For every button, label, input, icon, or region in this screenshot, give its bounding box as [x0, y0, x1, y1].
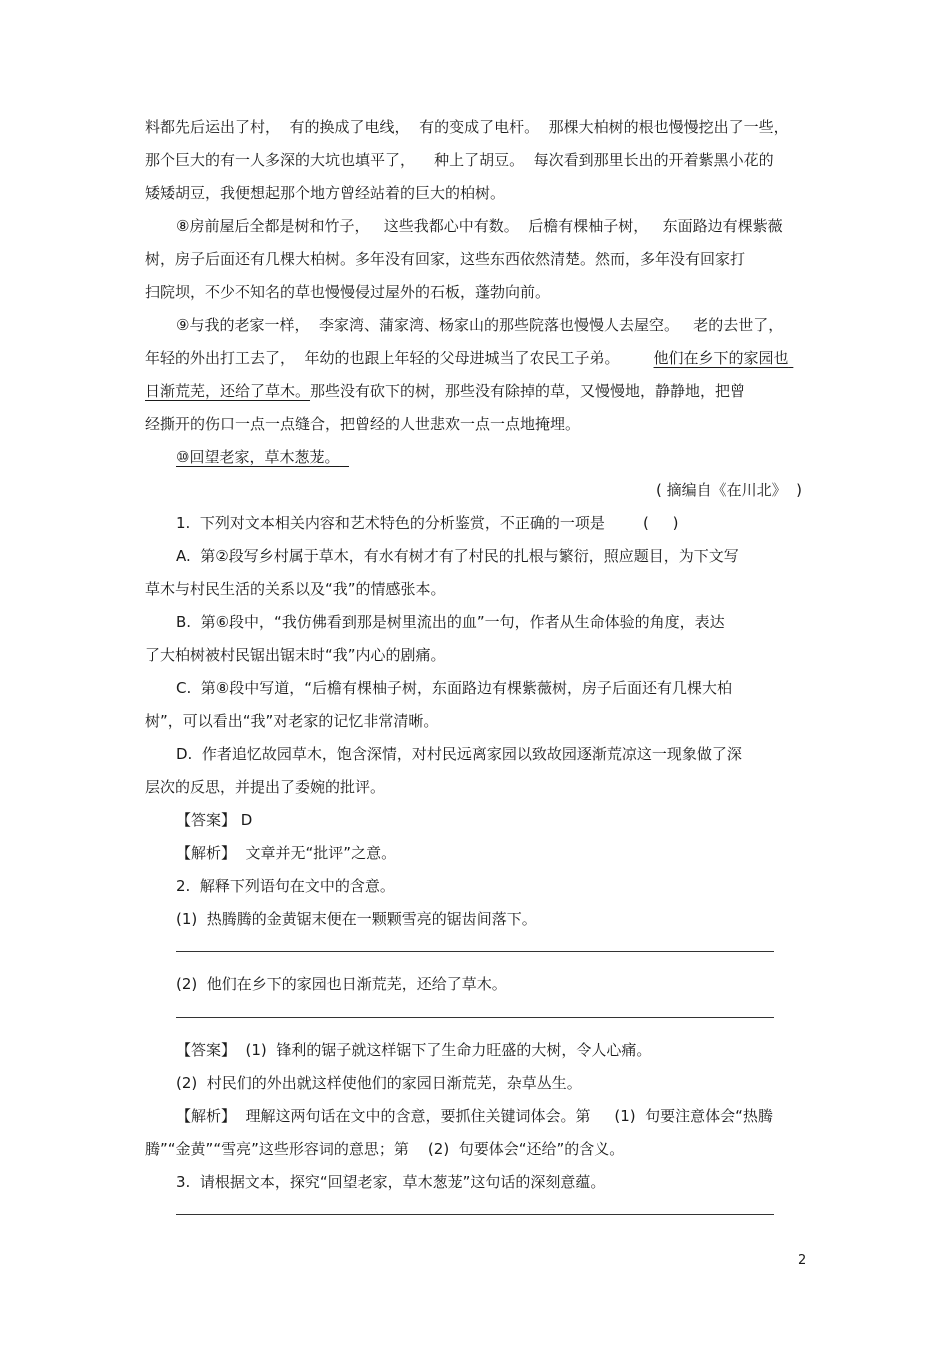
passage-line: [145, 348, 793, 368]
answer-blank-line[interactable]: [176, 1017, 774, 1018]
paragraph-10: [176, 447, 349, 467]
option-b-cont: 了大柏树被村民锯出锯末时“我”内心的剧痛。: [145, 646, 446, 664]
question-2-analysis-cont: 腾”“金黄”“雪亮”这些形容词的意思；第 (2) 句要体会“还给”的含义。: [145, 1140, 625, 1158]
underlined-sentence: ⑩回望老家，草木葱茏。: [176, 448, 340, 466]
option-c-cont: 树”，可以看出“我”对老家的记忆非常清晰。: [145, 712, 439, 730]
passage-line: 矮矮胡豆，我便想起那个地方曾经站着的巨大的柏树。: [145, 184, 506, 202]
option-a-cont: 草木与村民生活的关系以及“我”的情感张本。: [145, 580, 446, 598]
option-d-cont: 层次的反思，并提出了委婉的批评。: [145, 778, 386, 796]
passage-line: 经撕开的伤口一点一点缝合，把曾经的人世悲欢一点一点地掩埋。: [145, 415, 581, 433]
question-2-analysis: 【解析】 理解这两句话在文中的含意，要抓住关键词体会。第 (1) 句要注意体会“热腾: [176, 1107, 773, 1125]
paragraph-9-start: ⑨与我的老家一样， 李家湾、蒲家湾、杨家山的那些院落也慢慢人去屋空。 老的去世了，: [176, 316, 784, 334]
passage-text: 年轻的外出打工去了， 年幼的也跟上年轻的父母进城当了农民工子弟。: [145, 349, 620, 367]
option-c: C. 第⑧段中写道，“后檐有棵柚子树，东面路边有棵紫薇树，房子后面还有几棵大柏: [176, 679, 732, 697]
source-citation: ( 摘编自《在川北》 ): [656, 481, 803, 499]
answer-blank-line[interactable]: [176, 951, 774, 952]
passage-line: 树，房子后面还有几棵大柏树。多年没有回家，这些东西依然清楚。然而，多年没有回家打: [145, 250, 746, 268]
underlined-sentence: 他们在乡下的家园也: [653, 349, 789, 367]
question-1-analysis: 【解析】 文章并无“批评”之意。: [176, 844, 397, 862]
page-number: 2: [798, 1253, 807, 1268]
paragraph-8-start: ⑧房前屋后全都是树和竹子， 这些我都心中有数。 后檐有棵柚子树， 东面路边有棵紫薇: [176, 217, 783, 235]
question-2-stem: 2. 解释下列语句在文中的含意。: [176, 877, 395, 895]
question-3-stem: 3. 请根据文本，探究“回望老家，草木葱茏”这句话的深刻意蕴。: [176, 1173, 606, 1191]
option-b: B. 第⑥段中，“我仿佛看到那是树里流出的血”一句，作者从生命体验的角度，表达: [176, 613, 725, 631]
passage-line: 扫院坝，不少不知名的草也慢慢侵过屋外的石板，蓬勃向前。: [145, 283, 551, 301]
question-1-answer: 【答案】 D: [176, 811, 253, 829]
passage-line: 料都先后运出了村， 有的换成了电线， 有的变成了电杆。 那棵大柏树的根也慢慢挖出了一些，: [145, 118, 789, 136]
question-1-stem: 1. 下列对文本相关内容和艺术特色的分析鉴赏，不正确的一项是 ( ): [176, 514, 679, 532]
question-2-sentence-2: (2) 他们在乡下的家园也日渐荒芜，还给了草木。: [176, 975, 507, 993]
passage-text: 那些没有砍下的树，那些没有除掉的草，又慢慢地，静静地，把曾: [310, 382, 746, 400]
question-2-sentence-1: (1) 热腾腾的金黄锯末便在一颗颗雪亮的锯齿间落下。: [176, 910, 537, 928]
question-2-answer-1: 【答案】 (1) 锋利的锯子就这样锯下了生命力旺盛的大树，令人心痛。: [176, 1041, 652, 1059]
passage-line: [145, 381, 745, 401]
option-a: A. 第②段写乡村属于草木，有水有树才有了村民的扎根与繁衍，照应题目，为下文写: [176, 547, 739, 565]
question-2-answer-2: (2) 村民们的外出就这样使他们的家园日渐荒芜，杂草丛生。: [176, 1074, 582, 1092]
passage-line: 那个巨大的有一人多深的大坑也填平了， 种上了胡豆。 每次看到那里长出的开着紫黑小花的: [145, 151, 774, 169]
option-d: D. 作者追忆故园草木，饱含深情，对村民远离家园以致故园逐渐荒凉这一现象做了深: [176, 745, 742, 763]
answer-blank-line[interactable]: [176, 1214, 774, 1215]
underlined-sentence-end: 日渐荒芜，还给了草木。: [145, 382, 311, 400]
